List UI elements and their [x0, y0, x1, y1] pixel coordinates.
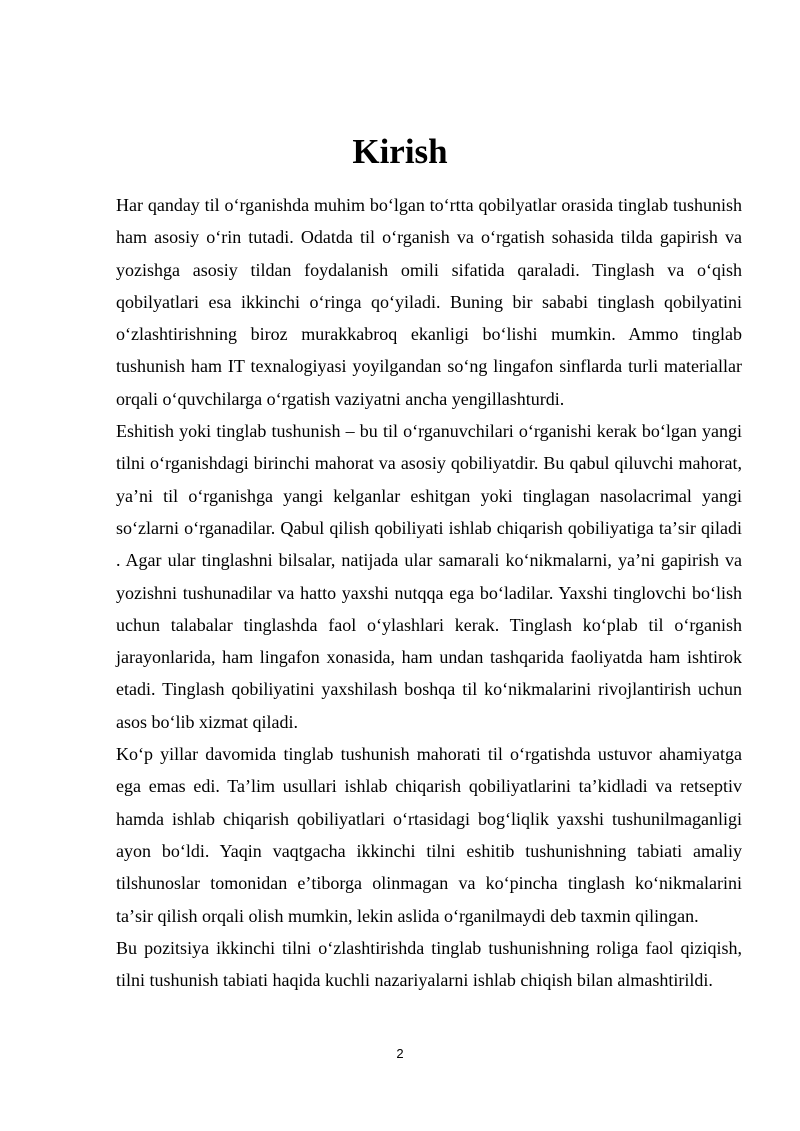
page-number: 2 — [396, 1046, 404, 1061]
paragraph: Har qanday til oʻrganishda muhim boʻlgan toʻrtta qobilyatlar orasida tinglab tushunish ham asosiy oʻrin tutadi. Odatda til oʻrganish va oʻrgatish sohasida tilda gapirish va yozishga asosiy tildan foydalanish omili sifatida qaraladi. Tinglash va oʻqish qobilyatlari esa ikkinchi oʻringa qoʻyiladi. Buning bir sababi tinglash qobilyatini oʻzlashtirishning biroz murakkabroq ekanligi boʻlishi mumkin. Ammo tinglab tushunish ham IT texnalogiyasi yoyilgandan soʻng lingafon sinflarda turli materiallar orqali oʻquvchilarga oʻrgatish vaziyatni ancha yengillashturdi. — [116, 195, 742, 409]
paragraph: Eshitish yoki tinglab tushunish – bu til oʻrganuvchilari oʻrganishi kerak boʻlgan yangi tilni oʻrganishdagi birinchi mahorat va asosiy qobiliyatdir. Bu qabul qiluvchi mahorat, yaʼni til oʻrganishga yangi kelganlar eshitgan yoki tinglagan nasolacrimal yangi soʻzlarni oʻrganadilar. Qabul qilish qobiliyati ishlab chiqarish qobiliyatiga taʼsir qiladi . Agar ular tinglashni bilsalar, natijada ular samarali koʻnikmalarni, yaʼni gapirish va yozishni tushunadilar va hatto yaxshi nutqqa ega boʻladilar. Yaxshi tinglovchi boʻlish uchun talabalar tinglashda faol oʻylashlari kerak. Tinglash koʻplab til oʻrganish jarayonlarida, ham lingafon xonasida, ham undan tashqarida faoliyatda ham ishtirok etadi. Tinglash qobiliyatini yaxshilash boshqa til koʻnikmalarini rivojlantirish uchun asos boʻlib xizmat qiladi. — [116, 421, 742, 732]
body-text — [116, 189, 742, 996]
paragraph: Bu pozitsiya ikkinchi tilni oʻzlashtirishda tinglab tushunishning roliga faol qiziqish, tilni tushunish tabiati haqida kuchli nazariyalarni ishlab chiqish bilan almashtirildi. — [116, 937, 742, 991]
page-title: Kirish — [352, 132, 448, 171]
paragraph: Koʻp yillar davomida tinglab tushunish mahorati til oʻrgatishda ustuvor ahamiyatga ega emas edi. Taʼlim usullari ishlab chiqarish qobiliyatlarini taʼkidladi va retseptiv hamda ishlab chiqarish qobiliyatlari oʻrtasidagi bogʻliqlik yaxshi tushunilmaganligi ayon boʻldi. Yaqin vaqtgacha ikkinchi tilni eshitib tushunishning tabiati amaliy tilshunoslar tomonidan eʼtiborga olinmagan va koʻpincha tinglash koʻnikmalarini taʼsir qilish orqali olish mumkin, lekin aslida oʻrganilmaydi deb taxmin qilingan. — [116, 744, 742, 926]
